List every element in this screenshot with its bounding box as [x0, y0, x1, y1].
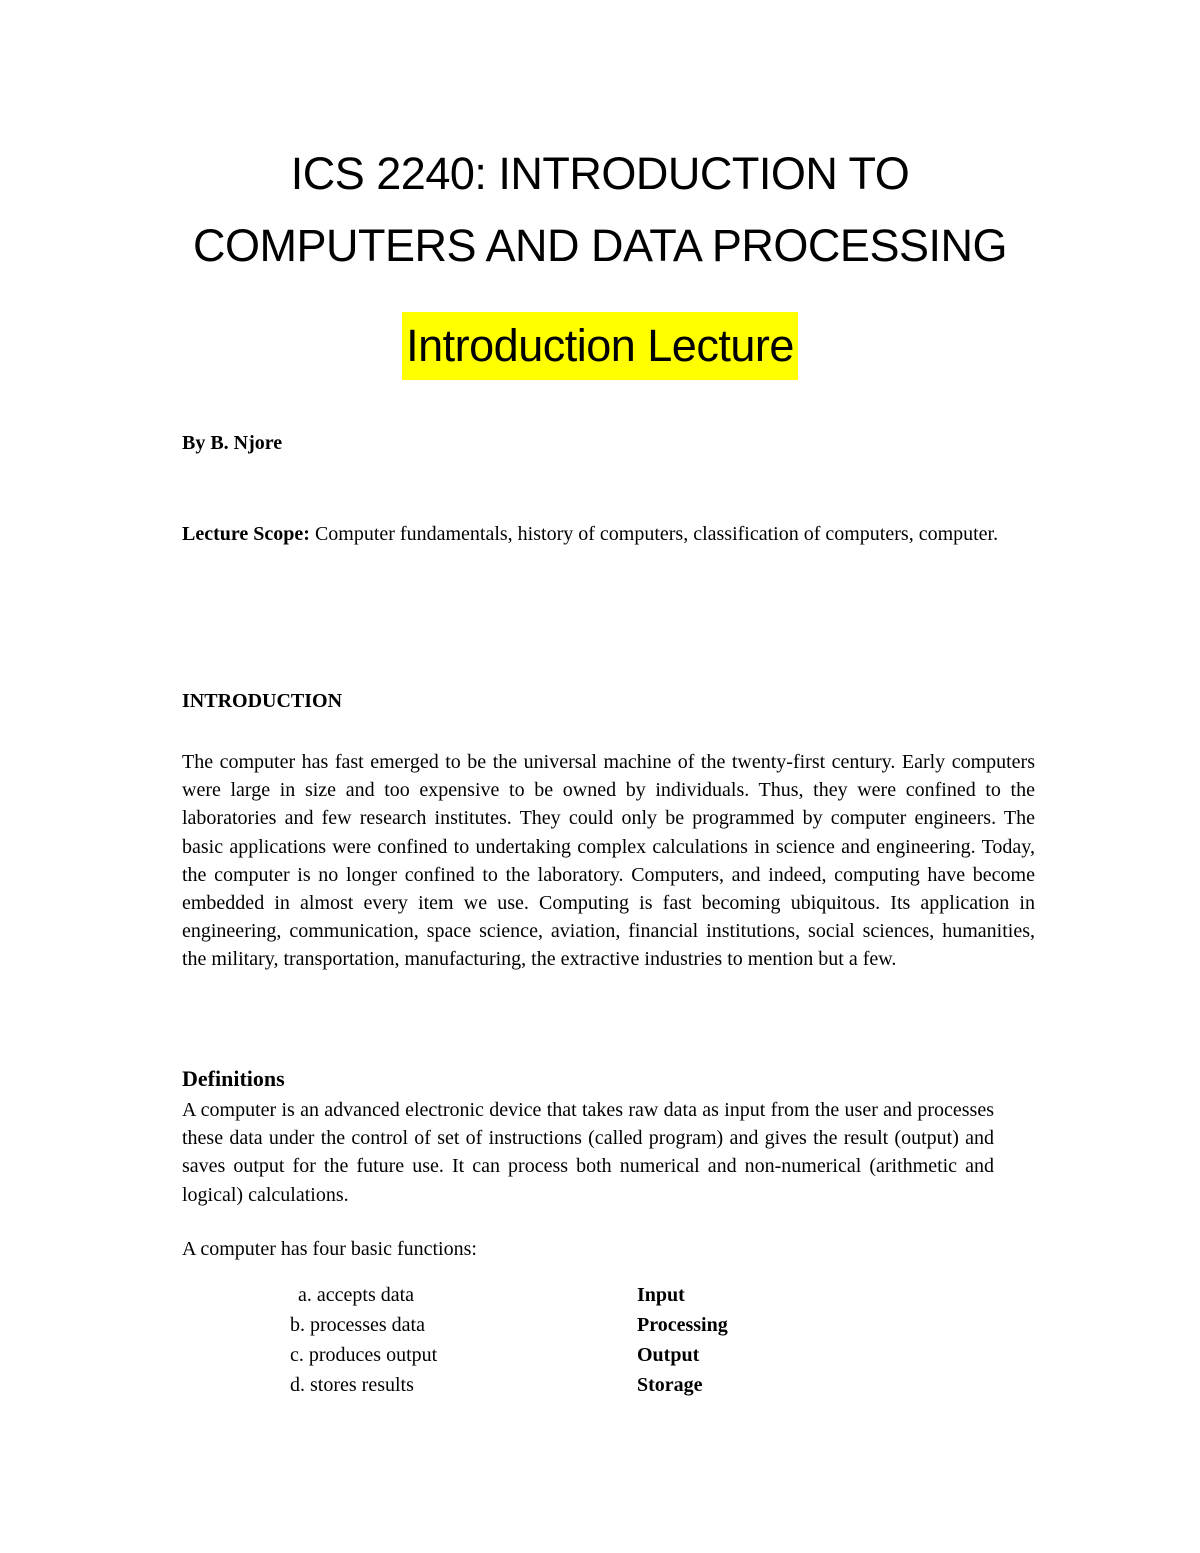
definitions-paragraph: A computer is an advanced electronic device that takes raw data as input from the user and processes these data under the control of set of instructions (called program) and gives the result (output) and saves output for the future use. It can process both numerical and non-numerical (arithmetic and logical) calculations.: [182, 1099, 994, 1206]
lecture-title: Introduction Lecture: [402, 312, 798, 380]
function-task: c. produces output: [290, 1344, 438, 1366]
function-row-output: [290, 1340, 790, 1370]
function-task: d. stores results: [290, 1374, 414, 1396]
lecture-scope-text: Computer fundamentals, history of computers, classification of computers, computer.: [309, 523, 999, 545]
lecture-scope-label: Lecture Scope:: [182, 523, 310, 545]
function-row-processing: [290, 1310, 790, 1340]
definitions-heading: Definitions: [182, 1066, 285, 1091]
introduction-paragraph: The computer has fast emerged to be the universal machine of the twenty-first century. Early computers were large in size and too expensive to be owned by individuals. Thus, they were confined to the laboratories and few research institutes. They could only be programmed by computer engineers. The basic applications were confined to undertaking complex calculations in science and engineering. Today, the computer is no longer confined to the laboratory. Computers, and indeed, computing have become embedded in almost every item we use. Computing is fast becoming ubiquitous. Its application in engineering, communication, space science, aviation, financial institutions, social sciences, humanities, the military, transportation, manufacturing, the extractive industries to mention but a few.: [182, 751, 1035, 971]
course-title: [0, 138, 1200, 282]
function-task: a. accepts data: [298, 1284, 415, 1306]
introduction-heading: INTRODUCTION: [182, 690, 343, 712]
course-title-line-1: ICS 2240: INTRODUCTION TO: [290, 148, 910, 199]
function-name: Processing: [637, 1314, 728, 1336]
function-name: Input: [637, 1284, 685, 1306]
functions-intro: A computer has four basic functions:: [182, 1238, 477, 1260]
function-name: Output: [637, 1344, 700, 1366]
lecture-scope: [182, 520, 1035, 548]
course-title-line-2: COMPUTERS AND DATA PROCESSING: [193, 220, 1007, 271]
function-row-storage: [290, 1370, 790, 1400]
lecture-title-wrapper: [0, 312, 1200, 380]
function-row-input: [290, 1280, 790, 1310]
function-name: Storage: [637, 1374, 703, 1396]
functions-list: [290, 1280, 790, 1400]
function-task: b. processes data: [290, 1314, 425, 1336]
author-line: By B. Njore: [182, 432, 283, 454]
